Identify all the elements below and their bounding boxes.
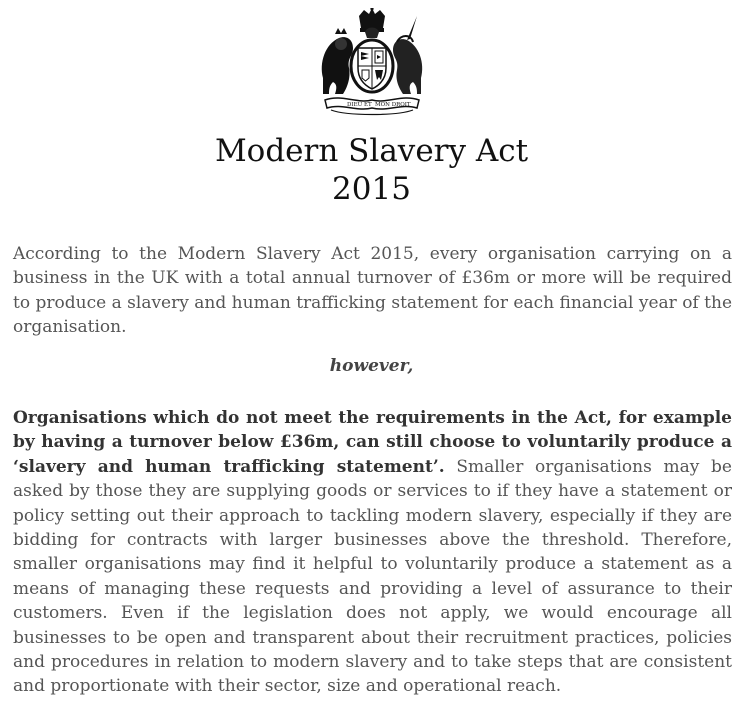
- royal-coat-of-arms-icon: [317, 8, 427, 116]
- main-paragraph-continuation: Smaller organisations may be asked by those they are supplying goods or services to if they have a statement or policy setting out their approach to tackling modern slavery, especially if they are bidding for contracts with larger businesses above the threshold. Therefore, smaller organisations may find it helpful to voluntarily produce a statement as a means of managing these requests and providing a level of assurance to their customers. Even if the legislation does not apply, we would encourage all businesses to be open and transparent about their recruitment practices, policies and procedures in relation to modern slavery and to take steps that are consistent and proportionate with their sector, size and operational reach.: [13, 456, 732, 697]
- main-paragraph: [13, 406, 732, 699]
- motto-left-text: DIEU ET: [347, 102, 372, 108]
- main-paragraph-bold-lead: Organisations which do not meet the requirements in the Act, for example by having a turnover below £36m, can still choose to voluntarily produce a ‘slavery and human trafficking statement’.: [13, 408, 732, 477]
- page-title-year: 2015: [332, 171, 411, 207]
- page-title: Modern Slavery Act: [214, 133, 529, 169]
- intro-paragraph: According to the Modern Slavery Act 2015, every organisation carrying on a business in the UK with a total annual turnover of £36m or more will be required to produce a slavery and human trafficking statement for each financial year of the organisation.: [13, 244, 732, 338]
- however-label: however,: [329, 356, 414, 376]
- motto-right-text: MON DROIT: [375, 102, 411, 108]
